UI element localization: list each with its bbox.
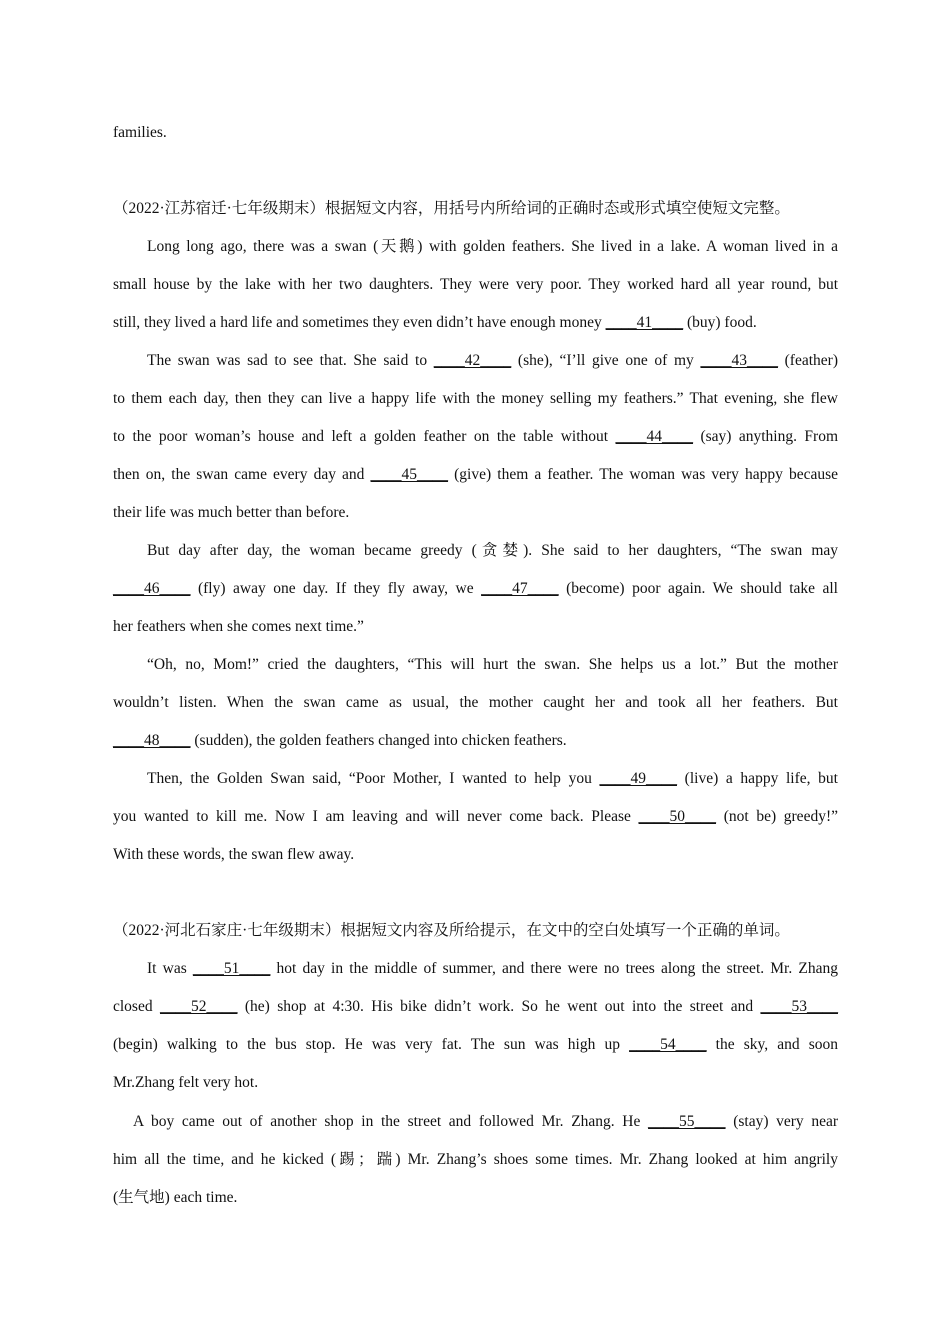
- section2-line: him all the time, and he kicked (踢；踹) Mr. Zhang’s shoes some times. Mr. Zhang looked at him angrily: [113, 1151, 838, 1168]
- blank-55[interactable]: ____55____: [648, 1113, 726, 1130]
- section2-line: (begin) walking to the bus stop. He was very fat. The sun was high up ____54____ the sky, and soon: [113, 1036, 839, 1053]
- blank-41[interactable]: ____41____: [605, 314, 684, 331]
- blank-46[interactable]: ____46____: [113, 580, 191, 597]
- blank-51[interactable]: ____51____: [192, 960, 271, 977]
- blank-48[interactable]: ____48____: [113, 732, 191, 749]
- blank-50[interactable]: ____50____: [638, 808, 717, 825]
- section1-line: ____46____ (fly) away one day. If they fly away, we ____47____ (become) poor again. We should take all: [113, 580, 838, 597]
- section1-line: small house by the lake with her two daughters. They were very poor. They worked hard all year round, but: [113, 276, 838, 293]
- section1-line: With these words, the swan flew away.: [113, 846, 355, 863]
- section1-line: to them each day, then they can live a happy life with the money selling my feathers.” That evening, she flew: [113, 390, 838, 407]
- blank-49[interactable]: ____49____: [599, 770, 677, 787]
- section1-line: her feathers when she comes next time.”: [113, 618, 364, 635]
- section1-line: to the poor woman’s house and left a golden feather on the table without ____44____ (say) anything. From: [113, 428, 838, 445]
- section1-line: The swan was sad to see that. She said to ____42____ (she), “I’ll give one of my ____43____ (feather): [147, 352, 838, 369]
- blank-47[interactable]: ____47____: [481, 580, 559, 597]
- section1-line: wouldn’t listen. When the swan came as usual, the mother caught her and took all her feathers. But: [113, 694, 838, 711]
- section2-line: It was ____51____ hot day in the middle of summer, and there were no trees along the street. Mr. Zhang: [147, 960, 838, 977]
- blank-43[interactable]: ____43____: [700, 352, 778, 369]
- section1-line: ____48____ (sudden), the golden feathers changed into chicken feathers.: [113, 732, 567, 749]
- section2-line: Mr.Zhang felt very hot.: [113, 1074, 259, 1091]
- section1-line: Then, the Golden Swan said, “Poor Mother, I wanted to help you ____49____ (live) a happy life, but: [147, 770, 838, 787]
- blank-44[interactable]: ____44____: [615, 428, 694, 445]
- blank-53[interactable]: ____53____: [760, 998, 838, 1015]
- section1-line: Long long ago, there was a swan (天鹅) with golden feathers. She lived in a lake. A woman lived in a: [147, 238, 838, 255]
- section2-line: closed ____52____ (he) shop at 4:30. His bike didn’t work. So he went out into the street and ____53____: [113, 998, 838, 1015]
- section1-line: But day after day, the woman became greedy (贪婪). She said to her daughters, “The swan may: [147, 542, 838, 559]
- section1-line: you wanted to kill me. Now I am leaving and will never come back. Please ____50____ (not be) greedy!”: [113, 808, 838, 825]
- section1-line: then on, the swan came every day and ____45____ (give) them a feather. The woman was very happy because: [113, 466, 838, 483]
- section2-line: A boy came out of another shop in the street and followed Mr. Zhang. He ____55____ (stay) very near: [133, 1113, 838, 1130]
- section2-line: (生气地) each time.: [113, 1189, 238, 1206]
- section1-line: their life was much better than before.: [113, 504, 350, 521]
- blank-54[interactable]: ____54____: [629, 1036, 707, 1053]
- top-fragment: families.: [113, 124, 167, 141]
- section1-line: still, they lived a hard life and sometimes they even didn’t have enough money ____41____ (buy) food.: [113, 314, 757, 331]
- section1-heading: （2022·江苏宿迁·七年级期末）根据短文内容，用括号内所给词的正确时态或形式填空使短文完整。: [113, 200, 790, 217]
- section1-line: “Oh, no, Mom!” cried the daughters, “This will hurt the swan. She helps us a lot.” But the mother: [147, 656, 838, 673]
- blank-42[interactable]: ____42____: [433, 352, 512, 369]
- blank-52[interactable]: ____52____: [159, 998, 238, 1015]
- blank-45[interactable]: ____45____: [370, 466, 449, 483]
- section2-heading: （2022·河北石家庄·七年级期末）根据短文内容及所给提示，在文中的空白处填写一个正确的单词。: [113, 922, 790, 939]
